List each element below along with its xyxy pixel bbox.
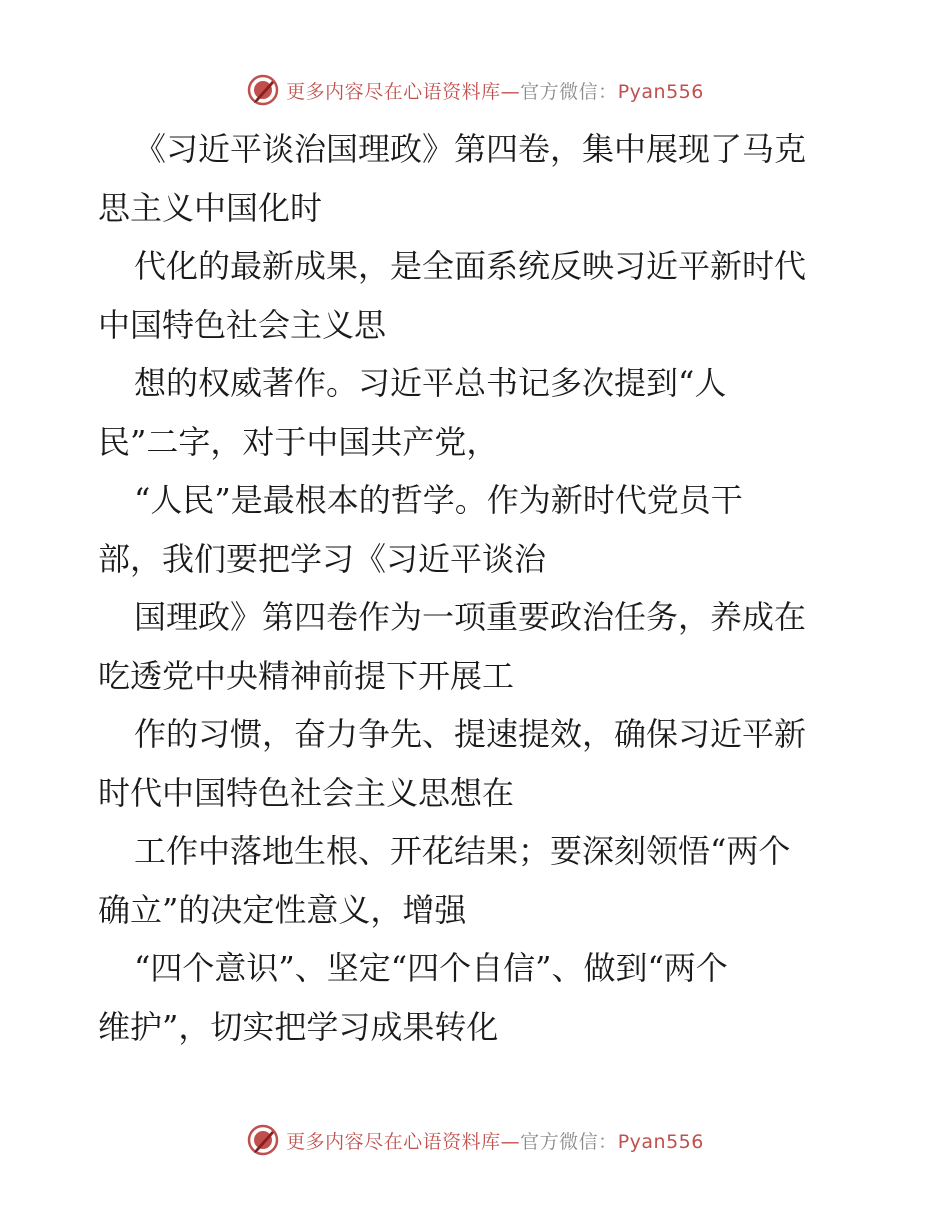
paragraph	[98, 471, 858, 588]
paragraph-line: 确立”的决定性意义，增强	[98, 890, 467, 929]
paragraph-line: 代化的最新成果，是全面系统反映习近平新时代	[134, 247, 807, 285]
paragraph-line: 《习近平谈治国理政》第四卷，集中展现了马克	[134, 130, 807, 168]
paragraph-line: 部，我们要把学习《习近平谈治	[98, 539, 547, 578]
paragraph-line: 国理政》第四卷作为一项重要政治任务，养成在	[134, 598, 807, 636]
quill-pen-logo-icon	[246, 73, 280, 107]
watermark-text	[286, 77, 704, 104]
quill-pen-logo-icon	[246, 1123, 280, 1157]
watermark-dash: —	[500, 80, 521, 103]
watermark-wechat-id: Pyan556	[617, 1130, 704, 1153]
header-watermark	[0, 70, 950, 110]
paragraph-line: 时代中国特色社会主义思想在	[98, 773, 515, 812]
paragraph-line: 维护”，切实把学习成果转化	[98, 1007, 499, 1046]
paragraph-line: 工作中落地生根、开花结果；要深刻领悟“两个	[134, 832, 791, 870]
paragraph-line: 思主义中国化时	[98, 188, 323, 227]
paragraph-line: 民”二字，对于中国共产党，	[98, 422, 499, 461]
paragraph	[98, 120, 858, 237]
paragraph-line: “人民”是最根本的哲学。作为新时代党员干	[134, 481, 743, 519]
paragraph	[98, 237, 858, 354]
paragraph-line: 吃透党中央精神前提下开展工	[98, 656, 515, 695]
footer-watermark	[0, 1120, 950, 1160]
watermark-site: 更多内容尽在心语资料库	[286, 80, 501, 103]
paragraph	[98, 705, 858, 822]
paragraph-line: 中国特色社会主义思	[98, 305, 387, 344]
paragraph	[98, 588, 858, 705]
watermark-wechat-id: Pyan556	[617, 80, 704, 103]
document-body	[98, 120, 858, 1056]
paragraph	[98, 939, 858, 1056]
watermark-site: 更多内容尽在心语资料库	[286, 1130, 501, 1153]
paragraph	[98, 354, 858, 471]
paragraph-line: “四个意识”、坚定“四个自信”、做到“两个	[134, 949, 728, 987]
watermark-dash: —	[500, 1130, 521, 1153]
watermark-wechat-label: 官方微信：	[520, 1130, 618, 1153]
watermark-wechat-label: 官方微信：	[520, 80, 618, 103]
paragraph-line: 想的权威著作。习近平总书记多次提到“人	[134, 364, 727, 402]
watermark-text	[286, 1127, 704, 1154]
paragraph-line: 作的习惯，奋力争先、提速提效，确保习近平新	[134, 715, 807, 753]
paragraph	[98, 822, 858, 939]
